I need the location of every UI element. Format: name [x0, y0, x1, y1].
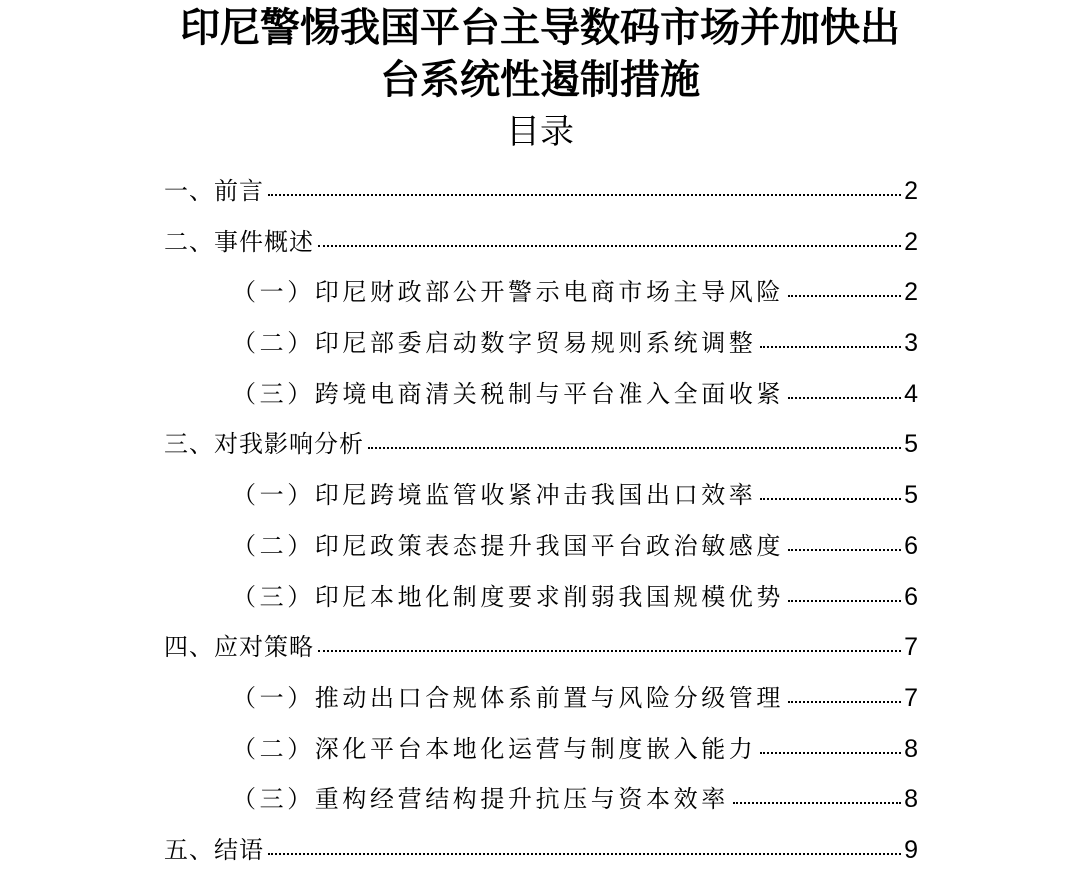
toc-dot-leader	[788, 549, 901, 551]
toc-page-number[interactable]: 7	[904, 683, 918, 712]
toc-entry-label[interactable]: （二）印尼部委启动数字贸易规则系统调整	[232, 329, 757, 358]
toc-page-number[interactable]: 6	[904, 531, 918, 560]
toc-entry-label[interactable]: 四、应对策略	[164, 633, 314, 662]
toc-entry[interactable]	[164, 724, 918, 775]
toc-dot-leader	[760, 752, 901, 754]
toc-entry-label[interactable]: （三）重构经营结构提升抗压与资本效率	[232, 785, 729, 814]
toc-page-number[interactable]: 9	[904, 835, 918, 864]
toc-page-number[interactable]: 2	[904, 278, 918, 307]
table-of-contents	[164, 166, 918, 876]
toc-entry-label[interactable]: （一）印尼财政部公开警示电商市场主导风险	[232, 278, 784, 307]
document-title-line-1: 印尼警惕我国平台主导数码市场并加快出	[180, 5, 900, 51]
toc-entry[interactable]	[164, 572, 918, 623]
toc-dot-leader	[760, 346, 901, 348]
toc-page-number[interactable]: 3	[904, 329, 918, 358]
toc-entry[interactable]	[164, 318, 918, 369]
toc-page-number[interactable]: 4	[904, 379, 918, 408]
toc-entry-label[interactable]: （三）跨境电商清关税制与平台准入全面收紧	[232, 379, 784, 408]
toc-dot-leader	[733, 802, 901, 804]
toc-page-number[interactable]: 6	[904, 582, 918, 611]
toc-entry[interactable]	[164, 166, 918, 217]
document-title-line-2: 台系统性遏制措施	[380, 57, 700, 103]
toc-entry[interactable]	[164, 774, 918, 825]
toc-entry-label[interactable]: 三、对我影响分析	[164, 430, 364, 459]
toc-dot-leader	[318, 245, 901, 247]
toc-entry[interactable]	[164, 825, 918, 876]
toc-entry[interactable]	[164, 470, 918, 521]
toc-dot-leader	[760, 498, 901, 500]
toc-page-number[interactable]: 8	[904, 734, 918, 763]
toc-dot-leader	[268, 853, 901, 855]
toc-page-number[interactable]: 2	[904, 177, 918, 205]
toc-entry-label[interactable]: 一、前言	[164, 177, 264, 205]
toc-entry-label[interactable]: （二）深化平台本地化运营与制度嵌入能力	[232, 734, 757, 763]
toc-page-number[interactable]: 5	[904, 430, 918, 459]
toc-heading: 目录	[506, 112, 574, 152]
toc-entry[interactable]	[164, 521, 918, 572]
toc-dot-leader	[788, 600, 901, 602]
toc-page-number[interactable]: 7	[904, 633, 918, 662]
toc-entry[interactable]	[164, 622, 918, 673]
toc-dot-leader	[788, 397, 901, 399]
toc-entry-label[interactable]: （二）印尼政策表态提升我国平台政治敏感度	[232, 531, 784, 560]
toc-entry[interactable]	[164, 673, 918, 724]
toc-dot-leader	[268, 194, 901, 196]
toc-dot-leader	[318, 650, 901, 652]
toc-entry[interactable]	[164, 369, 918, 420]
toc-entry-label[interactable]: （一）推动出口合规体系前置与风险分级管理	[232, 683, 784, 712]
toc-entry[interactable]	[164, 267, 918, 318]
toc-dot-leader	[368, 447, 901, 449]
toc-entry-label[interactable]: （三）印尼本地化制度要求削弱我国规模优势	[232, 582, 784, 611]
toc-page-number[interactable]: 5	[904, 481, 918, 510]
toc-dot-leader	[788, 701, 901, 703]
toc-entry-label[interactable]: 五、结语	[164, 835, 264, 864]
toc-page-number[interactable]: 8	[904, 785, 918, 814]
toc-entry-label[interactable]: （一）印尼跨境监管收紧冲击我国出口效率	[232, 481, 757, 510]
toc-entry-label[interactable]: 二、事件概述	[164, 227, 314, 256]
toc-entry[interactable]	[164, 217, 918, 268]
toc-page-number[interactable]: 2	[904, 227, 918, 256]
toc-dot-leader	[788, 295, 901, 297]
toc-entry[interactable]	[164, 419, 918, 470]
